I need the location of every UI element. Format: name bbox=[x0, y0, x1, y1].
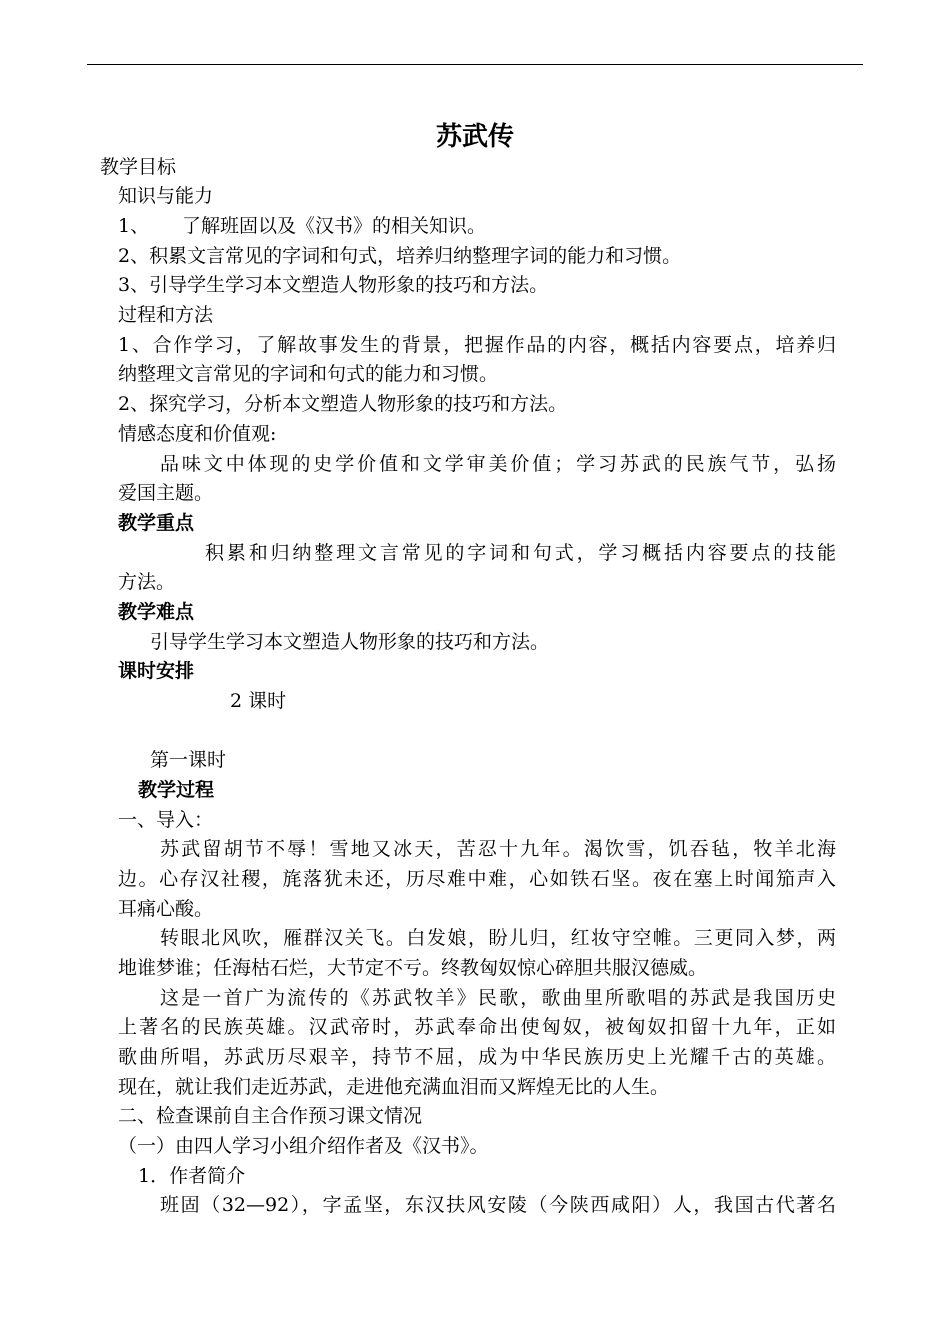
list-item: 2、探究学习，分析本文塑造人物形象的技巧和方法。 bbox=[118, 393, 568, 415]
section-heading-process: 教学过程 bbox=[138, 779, 215, 801]
paragraph-line: 上著名的民族英雄。汉武帝时，苏武奉命出使匈奴，被匈奴扣留十九年，正如 bbox=[118, 1016, 836, 1038]
paragraph-line: 爱国主题。 bbox=[118, 482, 214, 504]
header-rule bbox=[87, 64, 863, 65]
paragraph-line: 1、合作学习，了解故事发生的背景，把握作品的内容，概括内容要点，培养归 bbox=[118, 334, 836, 356]
paragraph-line: 积累和归纳整理文言常见的字词和句式，学习概括内容要点的技能 bbox=[205, 542, 836, 564]
paragraph-line: 方法。 bbox=[118, 571, 176, 593]
section-heading-difficulties: 教学难点 bbox=[118, 601, 195, 623]
paragraph-line: 边。心存汉社稷，旄落犹未还，历尽难中难，心如铁石坚。夜在塞上时闻笳声入 bbox=[118, 868, 836, 890]
paragraph-line: 现在，就让我们走近苏武，走进他充满血泪而又辉煌无比的人生。 bbox=[118, 1076, 670, 1098]
paragraph-line: 耳痛心酸。 bbox=[118, 898, 214, 920]
subsection-heading: （一）由四人学习小组介绍作者及《汉书》。 bbox=[118, 1135, 489, 1157]
paragraph-line: 苏武留胡节不辱！雪地又冰天，苦忍十九年。渴饮雪，饥吞毡，牧羊北海 bbox=[160, 838, 836, 860]
subheading-attitude: 情感态度和价值观: bbox=[118, 423, 277, 445]
lesson-heading: 第一课时 bbox=[150, 749, 227, 771]
paragraph-line: 转眼北风吹，雁群汉关飞。白发娘，盼儿归，红妆守空帷。三更同入梦，两 bbox=[160, 927, 836, 949]
schedule-value: 2 课时 bbox=[230, 690, 287, 712]
section-heading-schedule: 课时安排 bbox=[118, 660, 195, 682]
paragraph-line: 这是一首广为流传的《苏武牧羊》民歌，歌曲里所歌唱的苏武是我国历史 bbox=[160, 987, 836, 1009]
section-heading-key-points: 教学重点 bbox=[118, 512, 195, 534]
list-number: 1、 bbox=[118, 215, 150, 237]
list-item: 了解班固以及《汉书》的相关知识。 bbox=[182, 215, 487, 237]
paragraph-line: 歌曲所唱，苏武历尽艰辛，持节不屈，成为中华民族历史上光耀千古的英雄。 bbox=[118, 1046, 836, 1068]
list-item: 2、积累文言常见的字词和句式，培养归纳整理字词的能力和习惯。 bbox=[118, 245, 682, 267]
paragraph-line: 班固（32—92），字孟坚，东汉扶风安陵（今陕西咸阳）人，我国古代著名 bbox=[160, 1194, 836, 1216]
subheading-process: 过程和方法 bbox=[118, 304, 214, 326]
section-heading-objectives: 教学目标 bbox=[100, 156, 177, 178]
paragraph-line: 地谁梦谁；任海枯石烂，大节定不亏。终教匈奴惊心碎胆共服汉德威。 bbox=[118, 957, 708, 979]
paragraph-line: 引导学生学习本文塑造人物形象的技巧和方法。 bbox=[150, 631, 550, 653]
paragraph-line: 纳整理文言常见的字词和句式的能力和习惯。 bbox=[118, 363, 499, 385]
list-item: 3、引导学生学习本文塑造人物形象的技巧和方法。 bbox=[118, 274, 549, 296]
subsection-heading: 1．作者简介 bbox=[138, 1165, 246, 1187]
subheading-knowledge: 知识与能力 bbox=[118, 185, 214, 207]
subsection-heading: 二、检查课前自主合作预习课文情况 bbox=[118, 1105, 423, 1127]
document-title: 苏武传 bbox=[435, 122, 514, 152]
paragraph-line: 品味文中体现的史学价值和文学审美价值；学习苏武的民族气节，弘扬 bbox=[160, 453, 836, 475]
subsection-heading: 一、导入： bbox=[118, 809, 214, 831]
